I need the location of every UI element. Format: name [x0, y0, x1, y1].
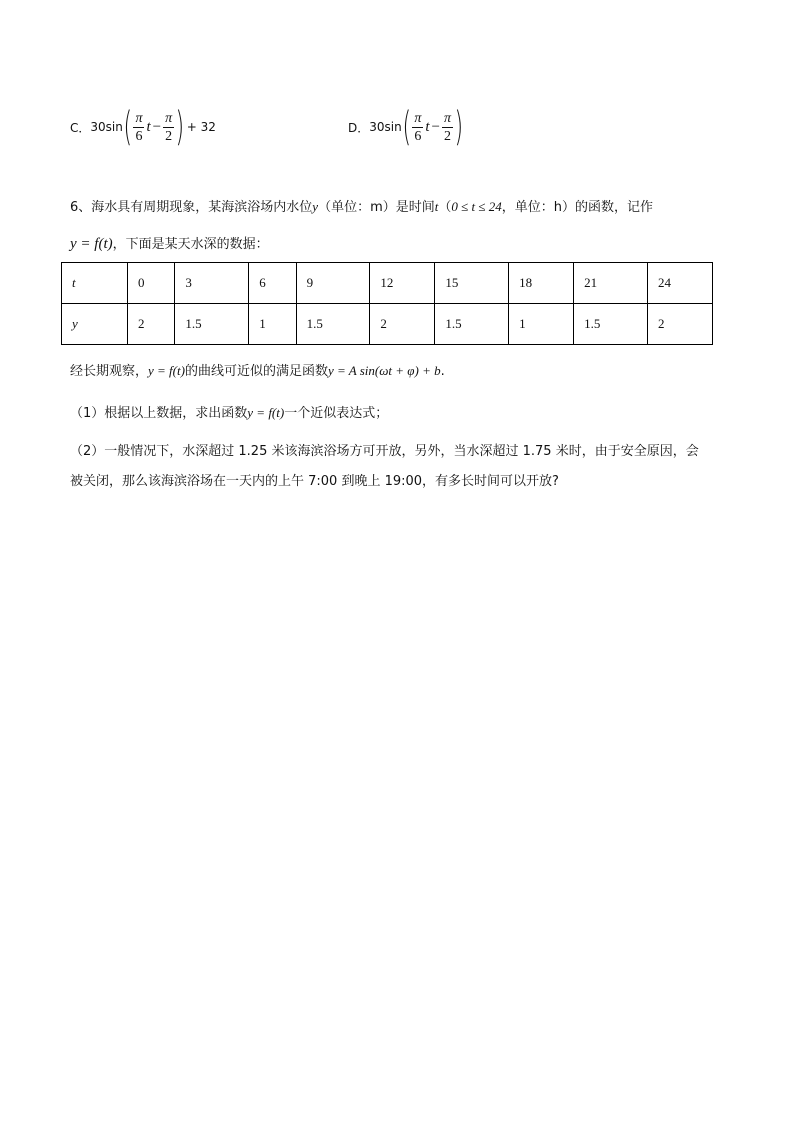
question-1 — [70, 402, 388, 421]
table-cell: 2 — [128, 304, 175, 345]
table-row-t — [62, 263, 713, 304]
denominator: 6 — [414, 128, 422, 144]
observation-line — [70, 360, 445, 379]
table-cell: 6 — [249, 263, 296, 304]
minus-sign: − — [152, 118, 162, 135]
table-cell: 1 — [249, 304, 296, 345]
option-d-label: D． — [348, 120, 370, 135]
table-cell: 3 — [175, 263, 249, 304]
denominator: 6 — [135, 128, 143, 144]
model-function: y = A sin(ωt + φ) + b — [327, 363, 441, 378]
right-paren: ) — [454, 104, 464, 150]
denominator: 2 — [165, 128, 173, 144]
table-cell: 2 — [647, 304, 712, 345]
observation-text: 经长期观察， — [70, 364, 149, 379]
left-paren: ( — [123, 104, 132, 150]
right-paren: ) — [175, 104, 185, 150]
table-cell: 1.5 — [574, 304, 648, 345]
table-cell: 15 — [435, 263, 509, 304]
numerator: π — [165, 110, 173, 126]
water-depth-table — [61, 262, 713, 345]
numerator: π — [135, 110, 143, 126]
variable-t: t — [146, 118, 151, 135]
function-notation: y = f(t) — [148, 363, 185, 378]
fraction-pi-over-6 — [133, 110, 144, 145]
question-1-text: （1）根据以上数据，求出函数 — [70, 406, 248, 421]
option-c-coef: 30sin — [90, 120, 123, 134]
intro-text: （ — [438, 200, 452, 215]
line2-text: ，下面是某天水深的数据： — [112, 237, 269, 252]
table-cell: 1.5 — [296, 304, 370, 345]
var-t: t — [434, 199, 439, 214]
range-expression: 0 ≤ t ≤ 24 — [451, 199, 502, 214]
denominator: 2 — [443, 128, 451, 144]
minus-sign: − — [431, 118, 440, 135]
intro-text: ，单位：h）的函数，记作 — [501, 200, 654, 215]
function-notation: y = f(t) — [247, 405, 285, 420]
row-header-t: t — [62, 263, 128, 304]
fraction-pi-over-2 — [163, 110, 174, 145]
observation-text: 的曲线可近似的满足函数 — [184, 364, 328, 379]
table-cell: 12 — [370, 263, 435, 304]
problem-6-line2 — [70, 233, 269, 253]
question-1-text: 一个近似表达式； — [284, 406, 389, 421]
table-cell: 9 — [296, 263, 370, 304]
table-cell: 1 — [509, 304, 574, 345]
option-c — [70, 104, 216, 150]
table-cell: 1.5 — [435, 304, 509, 345]
option-c-tail: + 32 — [186, 120, 216, 134]
numerator: π — [443, 110, 451, 126]
question-2-line1: （2）一般情况下，水深超过 1.25 米该海滨浴场方可开放，另外，当水深超过 1.75 米时，由于安全原因，会 — [70, 444, 699, 459]
fraction-pi-over-6 — [412, 110, 423, 145]
fraction-pi-over-2 — [442, 110, 453, 145]
function-notation: y = f(t) — [70, 236, 113, 252]
variable-t: t — [425, 118, 430, 135]
table-cell: 1.5 — [175, 304, 249, 345]
table-cell: 2 — [370, 304, 435, 345]
option-c-label: C． — [70, 120, 91, 135]
table-cell: 0 — [128, 263, 175, 304]
question-2-line2: 被关闭，那么该海滨浴场在一天内的上午 7:00 到晚上 19:00，有多长时间可以开放? — [70, 474, 559, 489]
table-cell: 24 — [647, 263, 712, 304]
period: . — [440, 364, 445, 379]
row-header-y: y — [62, 304, 128, 345]
option-d-coef: 30sin — [369, 120, 402, 134]
option-d — [348, 104, 464, 150]
table-row-y — [62, 304, 713, 345]
problem-6-intro — [70, 196, 653, 215]
numerator: π — [414, 110, 422, 126]
intro-text: （单位：m）是时间 — [318, 200, 435, 215]
table-cell: 18 — [509, 263, 574, 304]
intro-text: 6、海水具有周期现象，某海滨浴场内水位 — [70, 200, 313, 215]
table-cell: 21 — [574, 263, 648, 304]
left-paren: ( — [402, 104, 411, 150]
var-y: y — [312, 199, 319, 214]
